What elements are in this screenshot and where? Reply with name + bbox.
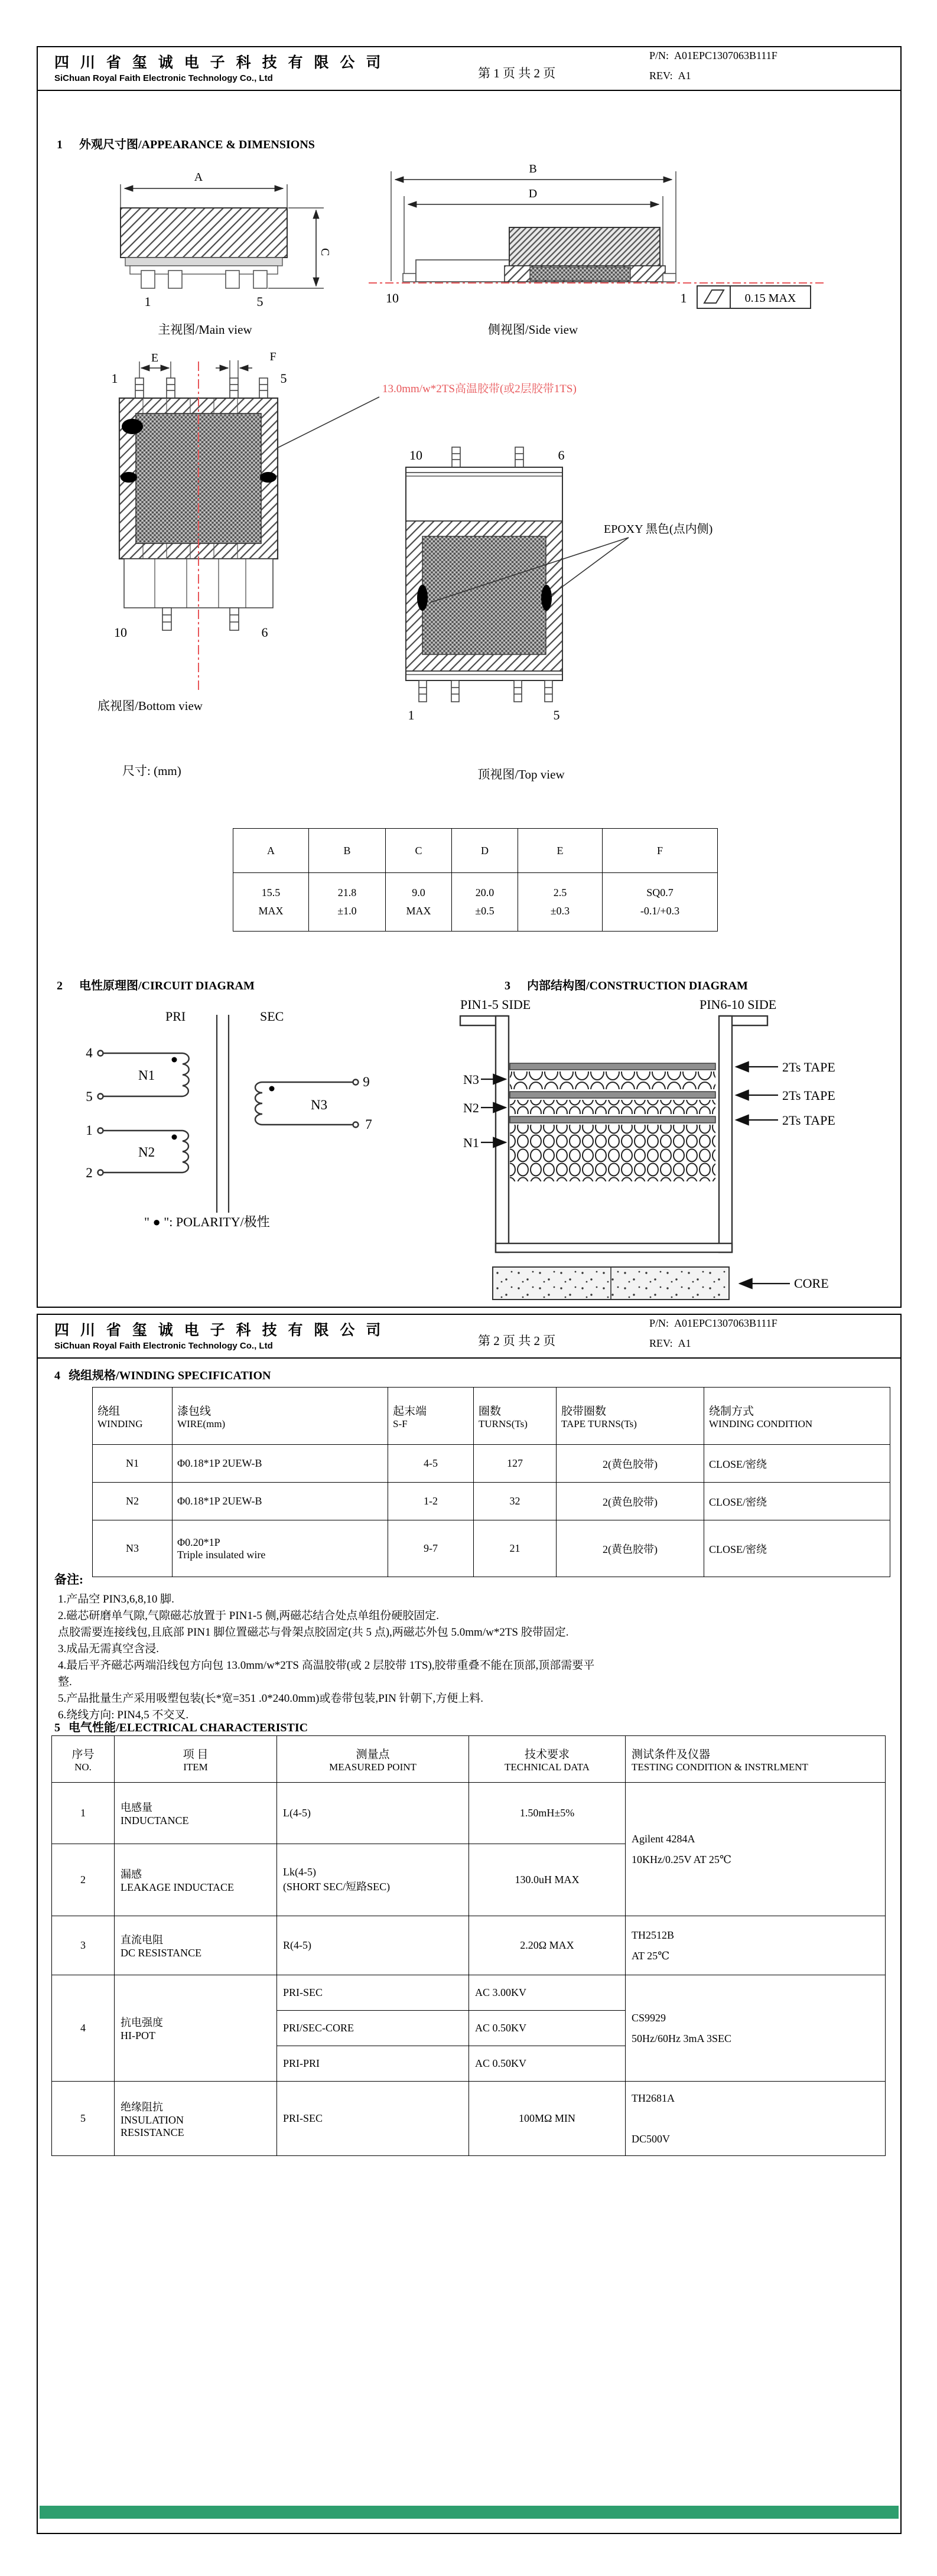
condition-col-header [626,1736,886,1783]
cell-item [115,2082,277,2156]
cell-condition [626,1783,886,1916]
dim-e-label: E [151,351,159,364]
company-name-en: SiChuan Royal Faith Electronic Technology Co., Ltd [54,1341,273,1351]
dim-value: 9.0 [412,887,425,899]
pn-value: A01EPC1307063B111F [674,1317,777,1329]
dims-value-a [233,873,309,932]
top-top-pins [452,447,523,467]
bottom-top-pins [135,378,268,398]
header-en: ITEM [183,1761,208,1773]
dim-tolerance: -0.1/+0.3 [640,905,680,917]
epoxy-note: EPOXY 黑色(点内侧) [604,523,713,536]
item-cn: 漏感 [121,1868,142,1880]
dimensions-table [233,828,718,932]
section3-title-text: 内部结构图/CONSTRUCTION DIAGRAM [527,979,748,992]
notes-label: 备注: [54,1572,83,1587]
dims-header-a: A [233,829,309,873]
item-en: HI-POT [121,2030,155,2041]
condition-line1: CS9929 [632,2012,666,2024]
cell-data: 130.0uH MAX [469,1844,626,1916]
circuit-diagram [56,1003,434,1275]
section3-title [505,976,748,993]
header-en: NO. [74,1761,92,1773]
rev-value: A1 [678,70,691,82]
wire-line1: Φ0.20*1P [177,1536,220,1548]
item-cn: 电感量 [121,1802,152,1813]
elec-header-row [52,1736,886,1783]
top-pin10-label: 10 [409,448,422,463]
main-core-block [121,208,287,258]
footer-green-bar [40,2506,899,2519]
dims-value-row [233,873,718,932]
main-pin [226,271,239,288]
cell-no: 1 [52,1783,115,1844]
item-en: DC RESISTANCE [121,1947,202,1959]
dim-c-label: C [318,248,331,256]
dim-value: 20.0 [475,887,494,899]
elec-row-4a [52,1975,886,2011]
section3-no: 3 [505,979,510,992]
header-cn: 序号 [71,1748,95,1761]
note-2: 2.磁芯研磨单气隙,气隙磁芯放置于 PIN1-5 侧,两磁芯结合处点单组份硬胶固定. [58,1610,439,1622]
dim-value: 15.5 [261,887,281,899]
dims-header-d: D [452,829,518,873]
side-pin1-label: 1 [680,291,687,305]
note-2b: 点胶需要连接线包,且底部 PIN1 脚位置磁芯与骨架点胶固定(共 5 点),两磁芯外包 5.0mm/w*2TS 胶带固定. [58,1626,569,1639]
winding-layer-n2 [510,1100,715,1114]
side-view [369,162,827,337]
condition-line2: 50Hz/60Hz 3mA 3SEC [632,2032,731,2044]
header-cn: 项 目 [183,1748,209,1761]
company-name-cn: 四 川 省 玺 诚 电 子 科 技 有 限 公 司 [54,1322,385,1339]
cell-no: 2 [52,1844,115,1916]
note-4b: 整. [58,1676,72,1688]
item-col-header [115,1736,277,1783]
dim-f-label: F [269,350,276,363]
side-taped-body [509,227,660,266]
page1-header [38,47,900,91]
core-label: CORE [794,1276,829,1291]
header-cn: 胶带圈数 [561,1405,607,1418]
epoxy-dot [121,472,137,483]
cell-turns: 127 [474,1445,557,1483]
n3-label: N3 [311,1098,328,1112]
cell-condition [626,2082,886,2156]
cell-wire: Φ0.18*1P 2UEW-B [173,1445,388,1483]
dims-value-d [452,873,518,932]
tape2-label: 2Ts TAPE [782,1088,835,1103]
side-pin10-label: 10 [386,291,399,305]
turns-col-header [474,1388,557,1445]
header-cn: 测量点 [356,1748,390,1761]
polarity-dot [172,1057,177,1063]
tape-layer [510,1092,715,1098]
flatness-callout [697,286,811,308]
section5-title [54,1718,308,1735]
elec-row-3 [52,1916,886,1975]
cell-data: 1.50mH±5% [469,1783,626,1844]
electrical-table [51,1735,886,2156]
pn-label: P/N: [649,50,669,61]
cell-wire [173,1520,388,1577]
cell-point: R(4-5) [277,1916,469,1975]
appearance-dimensions-drawing [38,154,900,827]
cell-no: 5 [52,2082,115,2156]
pin9-label: 9 [363,1074,370,1089]
tape1-label: 2Ts TAPE [782,1060,835,1074]
cell-condition: CLOSE/密绕 [704,1483,890,1520]
pin1-5-side-label: PIN1-5 SIDE [460,997,531,1012]
top-view-caption: 顶视图/Top view [477,767,565,781]
cell-item [115,1975,277,2082]
dim-value: 21.8 [337,887,357,899]
top-winding-area [422,536,546,654]
construction-diagram [451,992,912,1323]
cell-data: AC 0.50KV [469,2046,626,2082]
page-1 [37,46,902,1308]
dims-value-b [309,873,386,932]
dims-header-f: F [603,829,718,873]
cell-condition: CLOSE/密绕 [704,1445,890,1483]
bottom-pin10-label: 10 [114,625,127,640]
revision [649,70,691,82]
header-en: S-F [393,1418,408,1429]
sec-label: SEC [260,1009,284,1024]
layer-n1-label: N1 [463,1135,479,1150]
cell-winding: N2 [93,1483,173,1520]
top-pin6-label: 6 [558,448,565,463]
winding-header-row [93,1388,890,1445]
cell-turns: 32 [474,1483,557,1520]
page-number: 第 2 页 共 2 页 [478,1334,556,1348]
wire-col-header [173,1388,388,1445]
elec-row-1 [52,1783,886,1844]
main-pin [141,271,155,288]
section1-no: 1 [57,138,63,151]
condition-line1: TH2681A [632,2092,675,2105]
dim-b-label: B [529,162,537,175]
layer-n3-label: N3 [463,1072,479,1087]
cell-tape: 2(黄色胶带) [557,1445,704,1483]
pin5-label: 5 [86,1089,93,1104]
dims-value-f [603,873,718,932]
wire-line2: Triple insulated wire [177,1548,266,1561]
section5-title-text: 电气性能/ELECTRICAL CHARACTERISTIC [69,1721,308,1734]
pin4-label: 4 [86,1046,93,1060]
dim-d-label: D [528,187,538,200]
pin1-label: 1 [86,1123,93,1138]
header-cn: 起末端 [393,1405,427,1418]
cell-condition: CLOSE/密绕 [704,1520,890,1577]
header-cn: 圈数 [479,1405,502,1418]
pin7-label: 7 [365,1117,372,1132]
top-pin1-label: 1 [408,708,415,722]
condition-line1: TH2512B [632,1929,674,1942]
epoxy-dot [417,585,428,611]
pin2-label: 2 [86,1165,93,1180]
cell-point: PRI-SEC [277,1975,469,2011]
dim-tolerance: ±0.5 [475,905,494,917]
note-1: 1.产品空 PIN3,6,8,10 脚. [58,1593,174,1605]
cell-data: 100MΩ MIN [469,2082,626,2156]
main-view-caption: 主视图/Main view [158,323,252,337]
note-6: 6.绕线方向: PIN4,5 不交叉. [58,1709,189,1721]
main-pin [253,271,267,288]
tape-note: 13.0mm/w*2TS高温胶带(或2层胶带1TS) [382,383,577,395]
tape3-label: 2Ts TAPE [782,1113,835,1128]
dim-value: 2.5 [553,887,567,899]
data-col-header [469,1736,626,1783]
bottom-view-caption: 底视图/Bottom view [97,699,203,713]
rev-label: REV: [649,1337,673,1349]
note-4: 4.最后平齐磁芯两端沿线包方向包 13.0mm/w*2TS 高温胶带(或 2 层胶带 1TS),胶带重叠不能在顶部,顶部需要平 [58,1659,595,1672]
dims-header-row [233,829,718,873]
winding-row-n2 [93,1483,890,1520]
side-view-caption: 侧视图/Side view [487,323,578,337]
header-en: WINDING CONDITION [709,1418,813,1429]
dim-tolerance: MAX [258,905,284,917]
cell-no: 4 [52,1975,115,2082]
header-cn: 漆包线 [177,1405,212,1418]
dim-tolerance: ±1.0 [337,905,357,917]
cell-data: AC 3.00KV [469,1975,626,2011]
cell-winding: N3 [93,1520,173,1577]
section1-title [57,135,315,152]
condition-line2: AT 25℃ [632,1949,670,1962]
epoxy-dot [541,585,552,611]
cell-point: PRI-PRI [277,2046,469,2082]
cell-sf: 1-2 [388,1483,474,1520]
header-en: WINDING [97,1418,143,1429]
revision [649,1337,691,1350]
cell-item [115,1783,277,1844]
item-en: INDUCTANCE [121,1815,189,1826]
dims-value-c [386,873,452,932]
polarity-dot [269,1086,275,1092]
pn-label: P/N: [649,1317,669,1329]
section4-no: 4 [54,1369,60,1382]
bottom-pin6-label: 6 [261,625,268,640]
tape-leader-line [278,397,379,448]
cell-data: AC 0.50KV [469,2011,626,2046]
company-name-en: SiChuan Royal Faith Electronic Technology Co., Ltd [54,73,273,83]
item-cn: 抗电强度 [121,2017,163,2028]
pin6-10-side-label: PIN6-10 SIDE [700,997,777,1012]
item-cn: 直流电阻 [121,1934,163,1946]
cell-point [277,1844,469,1916]
n2-label: N2 [138,1145,155,1160]
pri-label: PRI [165,1009,186,1024]
cell-winding: N1 [93,1445,173,1483]
item-en2: RESISTANCE [121,2126,184,2138]
epoxy-dot [260,472,276,483]
company-name-cn: 四 川 省 玺 诚 电 子 科 技 有 限 公 司 [54,54,385,71]
section4-title-text: 绕组规格/WINDING SPECIFICATION [69,1369,271,1382]
dim-value: SQ0.7 [646,887,674,899]
dim-a-label: A [194,171,203,184]
size-unit-label: 尺寸: (mm) [122,764,181,778]
point-line2: (SHORT SEC/短路SEC) [283,1881,391,1893]
layer-n2-label: N2 [463,1100,479,1115]
bottom-bottom-pins [162,608,239,630]
polarity-dot [172,1135,177,1140]
polarity-note: " ● ": POLARITY/极性 [144,1214,270,1229]
cell-item [115,1844,277,1916]
sf-col-header [388,1388,474,1445]
condition-col-header [704,1388,890,1445]
cell-item [115,1916,277,1975]
epoxy-dot [122,419,143,434]
section2-title [57,976,255,993]
cell-tape: 2(黄色胶带) [557,1483,704,1520]
cell-turns: 21 [474,1520,557,1577]
cell-no: 3 [52,1916,115,1975]
top-view [406,447,712,781]
n1-label: N1 [138,1068,155,1083]
top-bottom-pins [419,680,552,702]
cell-condition [626,1916,886,1975]
header-en: WIRE(mm) [177,1418,226,1429]
dims-value-e [518,873,603,932]
note-3: 3.成品无需真空含浸. [58,1643,160,1655]
tape-layer [510,1063,715,1070]
header-en: MEASURED POINT [329,1761,417,1773]
side-bobbin-flange [416,260,509,282]
page-number: 第 1 页 共 2 页 [478,66,556,80]
rev-label: REV: [649,70,673,82]
flatness-value: 0.15 MAX [744,292,796,305]
elec-row-5 [52,2082,886,2156]
cell-sf: 4-5 [388,1445,474,1483]
top-pin5-label: 5 [553,708,560,722]
header-en: TECHNICAL DATA [505,1761,590,1773]
winding-row-n3 [93,1520,890,1577]
dims-header-c: C [386,829,452,873]
point-line1: Lk(4-5) [283,1866,316,1878]
cell-point: L(4-5) [277,1783,469,1844]
item-en: LEAKAGE INDUCTACE [121,1881,235,1893]
header-cn: 绕组 [97,1405,121,1418]
header-cn: 技术要求 [524,1748,570,1761]
winding-layer-n1 [510,1125,715,1181]
dims-header-b: B [309,829,386,873]
main-pin5-label: 5 [256,294,263,309]
part-number [649,50,777,62]
section5-no: 5 [54,1721,60,1734]
winding-col-header [93,1388,173,1445]
section2-no: 2 [57,979,63,992]
item-cn: 绝缘阻抗 [121,2100,163,2113]
main-bobbin-strip [125,258,282,266]
cell-data: 2.20Ω MAX [469,1916,626,1975]
rev-value: A1 [678,1337,691,1349]
section1-title-text: 外观尺寸图/APPEARANCE & DIMENSIONS [79,138,315,151]
header-en: TAPE TURNS(Ts) [561,1418,637,1429]
part-number [649,1317,777,1330]
main-view [121,171,331,337]
tape-col-header [557,1388,704,1445]
cell-sf: 9-7 [388,1520,474,1577]
point-col-header [277,1736,469,1783]
section2-title-text: 电性原理图/CIRCUIT DIAGRAM [79,979,255,992]
cell-point: PRI-SEC [277,2082,469,2156]
winding-row-n1 [93,1445,890,1483]
page2-header [38,1315,900,1359]
page-2 [37,1314,902,2534]
condition-line2: 10KHz/0.25V AT 25℃ [632,1853,731,1865]
dim-tolerance: MAX [406,905,431,917]
bottom-pin5-label: 5 [280,371,287,386]
header-cn: 绕制方式 [709,1405,754,1418]
note-5: 5.产品批量生产采用吸塑包装(长*宽=351 .0*240.0mm)或卷带包装,PIN 针朝下,方便上料. [58,1692,484,1705]
dims-header-e: E [518,829,603,873]
condition-line1: Agilent 4284A [632,1833,695,1845]
header-en: TURNS(Ts) [479,1418,528,1429]
header-en: TESTING CONDITION & INSTRLMENT [632,1761,808,1773]
main-pin [168,271,182,288]
cell-tape: 2(黄色胶带) [557,1520,704,1577]
no-col-header [52,1736,115,1783]
winding-layer-n3 [510,1072,715,1089]
tape-layer [510,1116,715,1123]
header-cn: 测试条件及仪器 [632,1748,711,1761]
cell-condition [626,1975,886,2082]
cell-point: PRI/SEC-CORE [277,2011,469,2046]
section4-title [54,1366,271,1383]
cell-wire: Φ0.18*1P 2UEW-B [173,1483,388,1520]
main-pin1-label: 1 [144,294,151,309]
condition-line2: DC500V [632,2132,671,2145]
dim-tolerance: ±0.3 [550,905,570,917]
bottom-pin1-label: 1 [111,371,118,386]
item-en: INSULATION [121,2113,184,2126]
winding-table [92,1387,890,1577]
pn-value: A01EPC1307063B111F [674,50,777,61]
